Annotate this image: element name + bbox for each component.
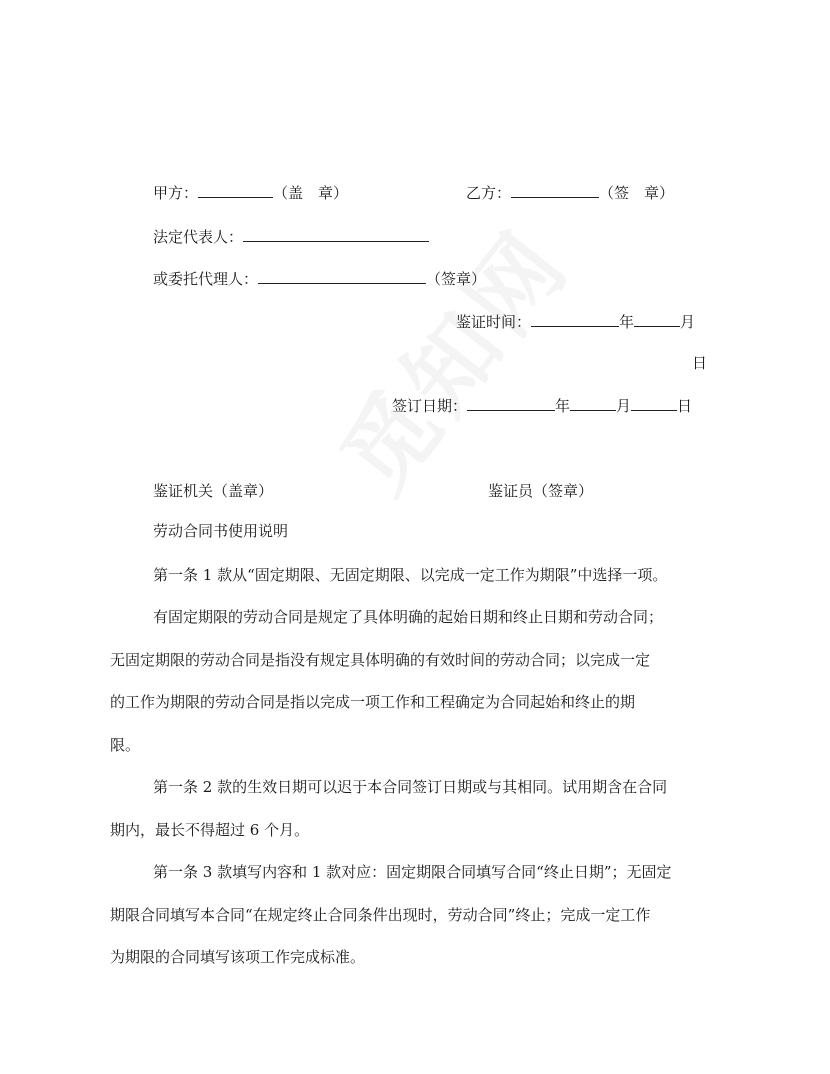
agent-blank: [258, 269, 426, 284]
party-a-line: [153, 183, 348, 203]
party-b-line: [466, 183, 674, 203]
verify-year-unit: 年: [619, 313, 635, 331]
verifier-label: 鉴证员（签章）: [488, 482, 594, 500]
party-a-blank: [198, 183, 273, 198]
sign-day-unit: 日: [677, 397, 693, 415]
instructions-p3-line1: 第一条 2 款的生效日期可以迟于本合同签订日期或与其相同。试用期含在合同: [153, 778, 668, 796]
sign-day-blank: [631, 396, 677, 411]
sign-year-blank: [467, 396, 555, 411]
agent-seal: （签章）: [426, 270, 487, 288]
instructions-p4-line1: 第一条 3 款填写内容和 1 款对应：固定期限合同填写合同“终止日期”；无固定: [153, 863, 672, 881]
sign-date-line: [392, 396, 692, 416]
verifier-line: [488, 481, 593, 501]
legal-rep-line: [153, 227, 429, 247]
verify-month-blank: [634, 312, 680, 327]
instructions-p2-line3: 的工作为期限的劳动合同是指以完成一项工作和工程确定为合同起始和终止的期: [110, 693, 636, 711]
legal-rep-blank: [243, 227, 429, 242]
agent-label: 或委托代理人：: [153, 270, 259, 288]
party-a-label: 甲方：: [153, 184, 199, 202]
instructions-p3-line2: 期内，最长不得超过 6 个月。: [110, 821, 310, 839]
sign-year-unit: 年: [555, 397, 571, 415]
party-b-seal: （签 章）: [599, 184, 675, 202]
sign-date-label: 签订日期：: [392, 397, 468, 415]
instructions-p4-line3: 为期限的合同填写该项工作完成标准。: [110, 948, 366, 966]
party-b-label: 乙方：: [466, 184, 512, 202]
verify-month-unit: 月: [680, 313, 696, 331]
instructions-title: 劳动合同书使用说明: [153, 522, 289, 540]
verify-org-line: [153, 481, 273, 501]
instructions-p2-line1: 有固定期限的劳动合同是规定了具体明确的起始日期和终止日期和劳动合同；: [153, 608, 664, 626]
verify-time-line: [456, 312, 695, 332]
instructions-p2-line2: 无固定期限的劳动合同是指没有规定具体明确的有效时间的劳动合同；以完成一定: [110, 651, 651, 669]
agent-line: [153, 269, 486, 289]
verify-day-unit: 日: [692, 354, 708, 372]
party-a-seal: （盖 章）: [273, 184, 349, 202]
verify-day-line: [692, 353, 707, 373]
verify-year-blank: [531, 312, 619, 327]
sign-month-blank: [570, 396, 616, 411]
instructions-p1: 第一条 1 款从“固定期限、无固定期限、以完成一定工作为期限”中选择一项。: [153, 566, 668, 584]
sign-month-unit: 月: [616, 397, 632, 415]
instructions-p2-line4: 限。: [110, 736, 141, 754]
verify-org-label: 鉴证机关（盖章）: [153, 482, 274, 500]
verify-time-label: 鉴证时间：: [456, 313, 532, 331]
party-b-blank: [511, 183, 599, 198]
legal-rep-label: 法定代表人：: [153, 228, 244, 246]
instructions-p4-line2: 期限合同填写本合同“在规定终止合同条件出现时，劳动合同”终止；完成一定工作: [110, 906, 651, 924]
